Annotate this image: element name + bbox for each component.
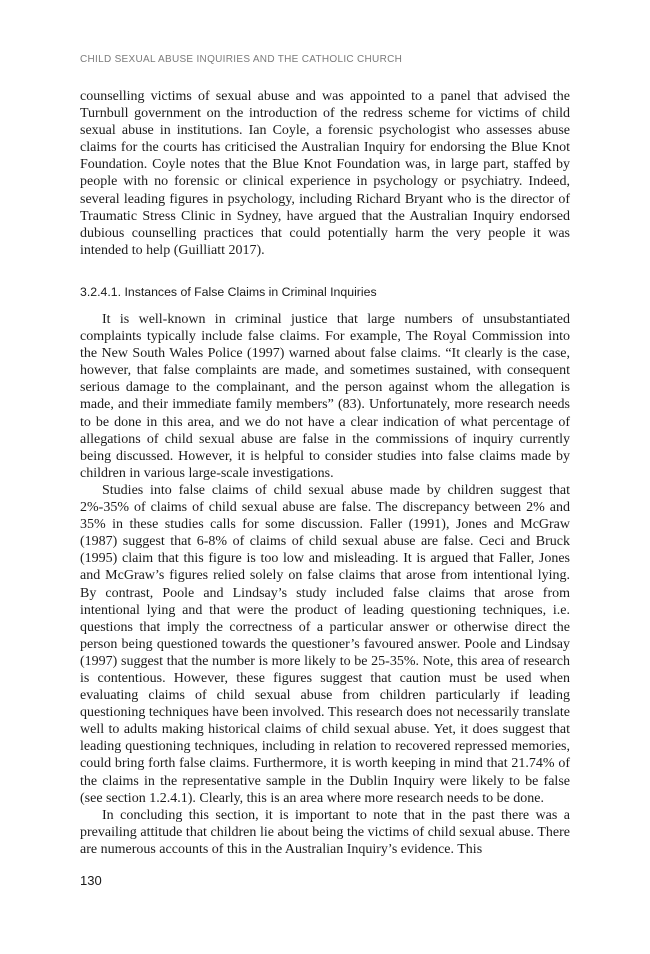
paragraph-false-claims: It is well-known in criminal justice that large numbers of unsubstantiated complaints typically include false claims. For example, The Royal Commission into the New South Wales Police (1997) warned about false claims. “It clearly is the case, however, that false complaints are made, and sometimes sustained, with consequent serious damage to the complainant, and the person against whom the allegation is made, and their immediate family members” (83). Unfortunately, more research needs to be done in this area, and we do not have a clear indication of what percentage of allegations of child sexual abuse are false in the commissions of inquiry currently being discussed. However, it is helpful to consider studies into false claims made by children in various large-scale investigations. — [80, 312, 570, 481]
paragraph-studies: Studies into false claims of child sexual abuse made by children suggest that 2%-35% of claims of child sexual abuse are false. The discrepancy between 2% and 35% in these studies calls for some discussion. Faller (1991), Jones and McGraw (1987) suggest that 6-8% of claims of child sexual abuse are false. Ceci and Bruck (1995) claim that this figure is too low and misleading. It is argued that Faller, Jones and McGraw’s figures relied solely on false claims that arose from intentional lying. By contrast, Poole and Lindsay’s study included false claims that arose from intentional lying and that were the product of leading questioning techniques, i.e. questions that imply the correctness of a particular answer or otherwise direct the person being questioned towards the questioner’s favoured answer. Poole and Lindsay (1997) suggest that the number is more likely to be 25-35%. Note, this area of research is contentious. However, these figures suggest that caution must be used when evaluating claims of child sexual abuse from children particularly if leading questioning techniques have been involved. This research does not necessarily translate well to adults making historical claims of child sexual abuse. Yet, it does suggest that leading questioning techniques, including in relation to recovered repressed memories, could bring forth false claims. Furthermore, it is worth keeping in mind that 21.74% of the claims in the representative sample in the Dublin Inquiry were likely to be false (see section 1.2.4.1). Clearly, this is an area where more research needs to be done. — [80, 482, 570, 806]
section-heading: 3.2.4.1. Instances of False Claims in Criminal Inquiries — [80, 285, 377, 299]
running-head: CHILD SEXUAL ABUSE INQUIRIES AND THE CATHOLIC CHURCH — [80, 54, 403, 65]
paragraph-intro: counselling victims of sexual abuse and was appointed to a panel that advised the Turnbull government on the introduction of the redress scheme for victims of child sexual abuse in institutions. Ian Coyle, a forensic psychologist who assesses abuse claims for the courts has criticised the Australian Inquiry for endorsing the Blue Knot Foundation. Coyle notes that the Blue Knot Foundation was, in large part, staffed by people with no forensic or clinical experience in psychology or psychiatry. Indeed, several leading figures in psychology, including Richard Bryant who is the director of Traumatic Stress Clinic in Sydney, have argued that the Australian Inquiry endorsed dubious counselling practices that could potentially harm the very people it was intended to help (Guilliatt 2017). — [80, 89, 570, 258]
paragraph-conclusion: In concluding this section, it is important to note that in the past there was a prevailing attitude that children lie about being the victims of child sexual abuse. There are numerous accounts of this in the Australian Inquiry’s evidence. This — [80, 807, 570, 857]
page-number: 130 — [80, 873, 102, 888]
body-column — [80, 311, 570, 858]
